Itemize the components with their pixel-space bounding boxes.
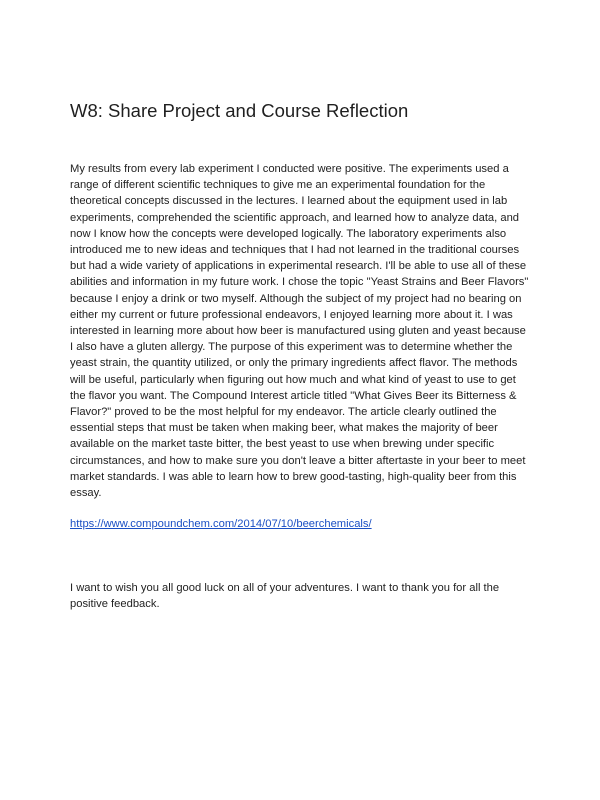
page-title: W8: Share Project and Course Reflection (70, 100, 409, 121)
reflection-paragraph: My results from every lab experiment I conducted were positive. The experiments used a range of different scientific techniques to give me an experimental foundation for the theoretical concepts discussed in the lectures. I learned about the equipment used in lab experiments, comprehended the scientific approach, and learned how to analyze data, and now I know how the concepts were developed logically. The laboratory experiments also introduced me to new ideas and techniques that I had not learned in the traditional courses but had a wide variety of applications in experimental research. I'll be able to use all of these abilities and information in my future work. I chose the topic "Yeast Strains and Beer Flavors" because I enjoy a drink or two myself. Although the subject of my project had no bearing on either my current or future professional endeavors, I enjoyed learning more about it. I was interested in learning more about how beer is manufactured using gluten and yeast because I also have a gluten allergy. The purpose of this experiment was to determine whether the yeast strain, the quantity utilized, or only the primary ingredients affect flavor. The methods will be useful, particularly when figuring out how much and what kind of yeast to use to get the flavor you want. The Compound Interest article titled "What Gives Beer its Bitterness & Flavor?" proved to be the most helpful for my endeavor. The article clearly outlined the essential steps that must be taken when making beer, what makes the majority of beer available on the market taste bitter, the best yeast to use when brewing under specific circumstances, and how to make sure you don't leave a bitter aftertaste in your beer to meet market standards. I was able to learn how to brew good-tasting, high-quality beer from this essay. (70, 163, 529, 500)
reference-link[interactable]: https://www.compoundchem.com/2014/07/10/beerchemicals/ (70, 518, 372, 530)
closing-paragraph: I want to wish you all good luck on all of your adventures. I want to thank you for all the positive feedback. (70, 582, 500, 611)
